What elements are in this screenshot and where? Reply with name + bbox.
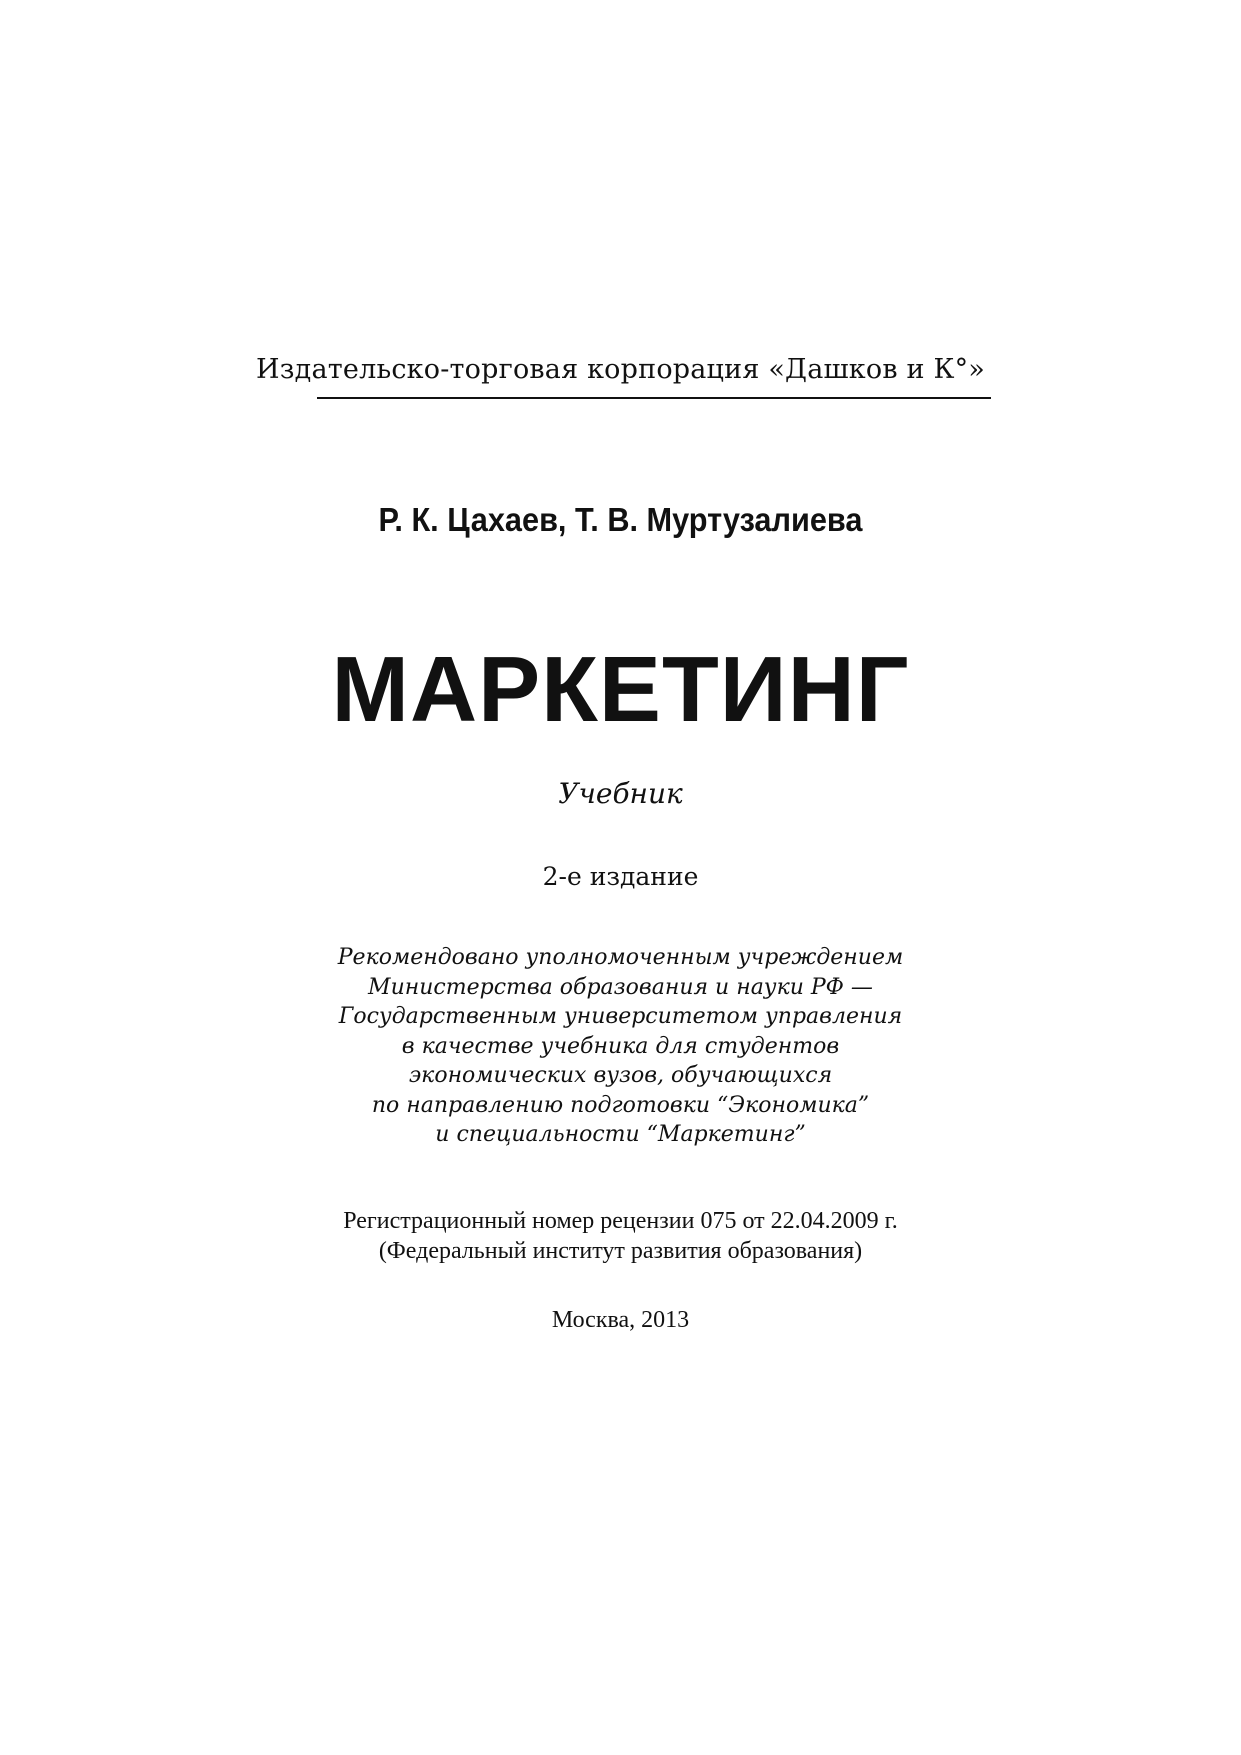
publisher-divider [317,397,991,399]
recommendation-text [0,943,1241,1150]
city-year: Москва, 2013 [551,1307,690,1333]
recommendation-line: по направлению подготовки “Экономика” [371,1092,870,1118]
book-subtitle: Учебник [558,777,683,810]
recommendation-line: Государственным университетом управления [338,1004,903,1029]
publisher-name: Издательско-торговая корпорация «Дашков и К°» [255,354,986,385]
registration-info [0,1206,1241,1266]
edition-label: 2-е издание [542,862,699,891]
recommendation-line: Министерства образования и науки РФ — [368,974,873,1000]
recommendation-line: в качестве учебника для студентов [401,1033,840,1059]
recommendation-line: экономических вузов, обучающихся [408,1063,833,1088]
recommendation-line: Рекомендовано уполномоченным учреждением [337,945,904,970]
authors: Р. К. Цахаев, Т. В. Муртузалиева [378,501,863,538]
registration-line: (Федеральный институт развития образования) [378,1238,863,1264]
registration-line: Регистрационный номер рецензии 075 от 22.04.2009 г. [343,1208,898,1234]
book-title: МАРКЕТИНГ [331,637,910,741]
recommendation-line: и специальности “Маркетинг” [435,1122,806,1147]
